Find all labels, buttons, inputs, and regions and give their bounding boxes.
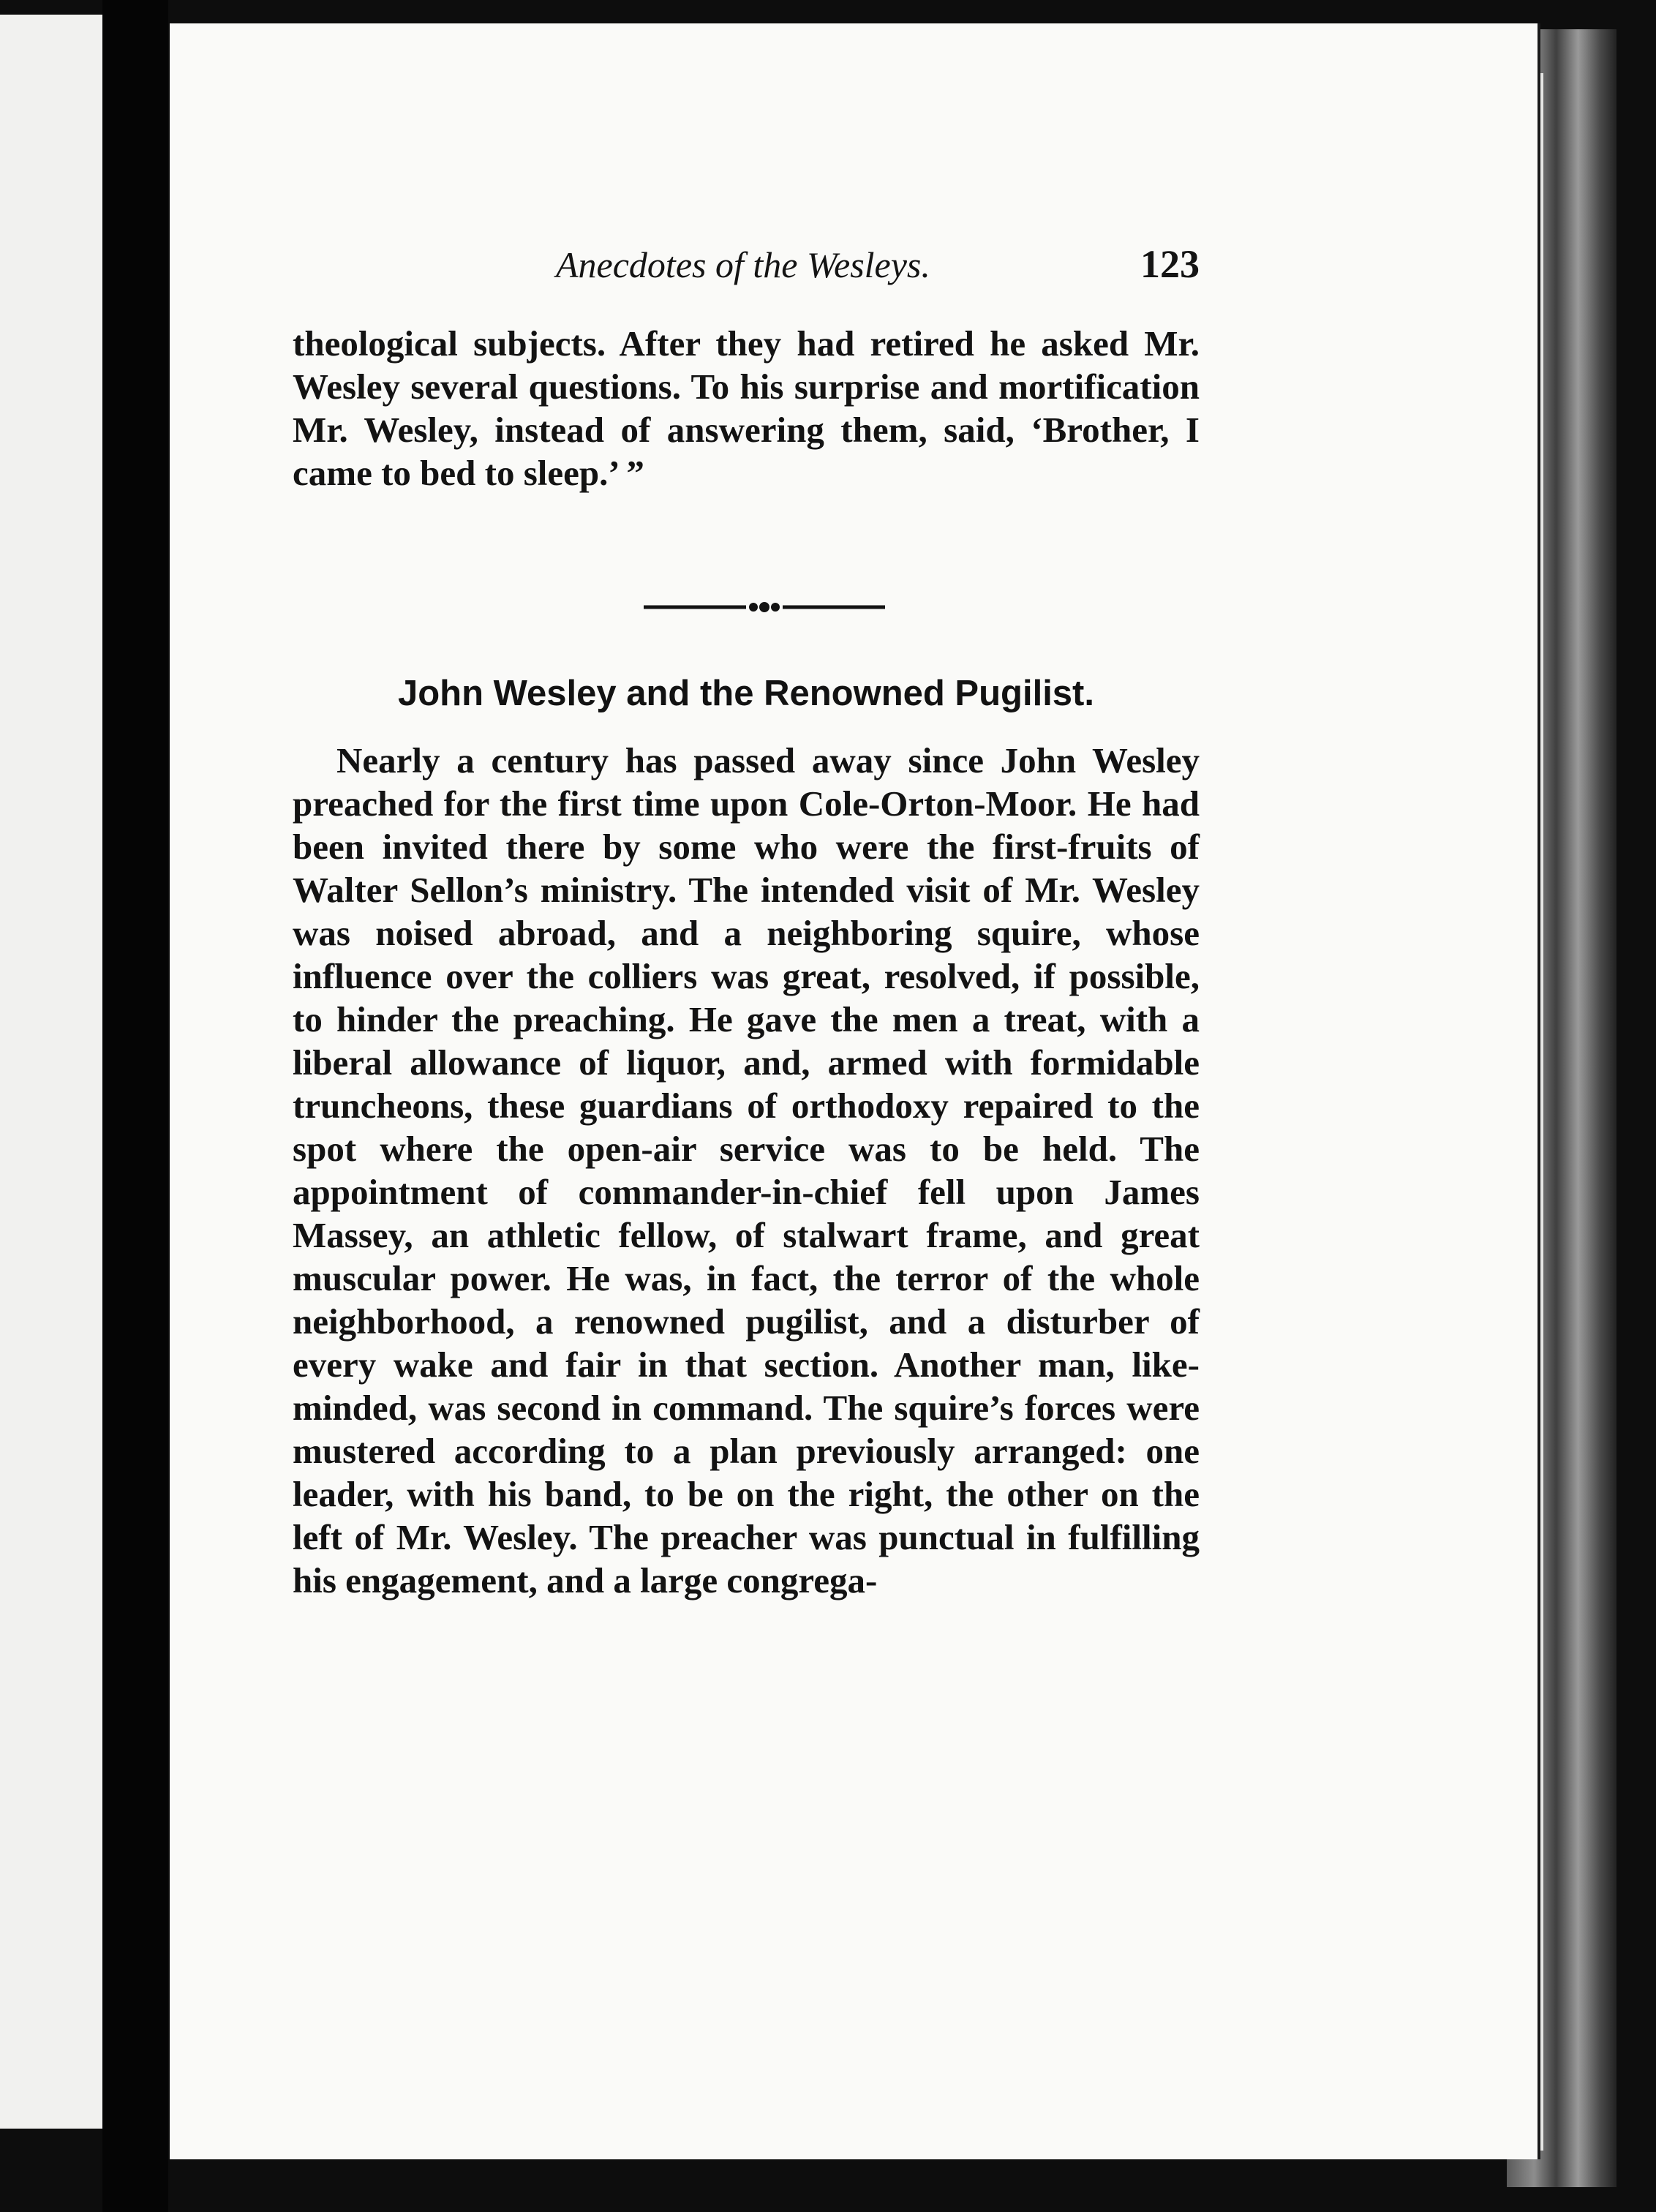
running-title: Anecdotes of the Wesleys.	[556, 244, 930, 285]
continuation-paragraph: theological subjects. After they had retired he asked Mr. Wesley several questions. To his surprise and mortification Mr. Wesley, instead of answering them, said, ‘Brother, I came to bed to sleep.’ ”	[293, 323, 1200, 493]
article-body: Nearly a century has passed away since John Wesley preached for the first time upon Cole-Orton-Moor. He had been invited there by some who were the first-fruits of Walter Sellon’s ministry. The intended visit of Mr. Wesley was noised abroad, and a neighboring squire, whose influence over the colliers was great, resolved, if possible, to hinder the preaching. He gave the men a treat, with a liberal allowance of liquor, and, armed with formidable truncheons, these guardians of orthodoxy repaired to the spot where the open-air service was to be held. The appointment of commander-in-chief fell upon James Massey, an athletic fellow, of stalwart frame, and great muscular power. He was, in fact, the terror of the whole neighborhood, a renowned pugilist, and a disturber of every wake and fair in that section. Another man, like-minded, was second in command. The squire’s forces were mustered according to a plan previously arranged: one leader, with his band, to be on the right, the other on the left of Mr. Wesley. The preacher was punctual in fulfilling his engagement, and a large congrega-	[293, 740, 1200, 1600]
page-number: 123	[1140, 242, 1200, 286]
book-gutter	[102, 0, 168, 2212]
article-heading: John Wesley and the Renowned Pugilist.	[397, 674, 1094, 713]
running-header	[380, 241, 1200, 307]
ornamental-rule-icon	[644, 592, 885, 622]
